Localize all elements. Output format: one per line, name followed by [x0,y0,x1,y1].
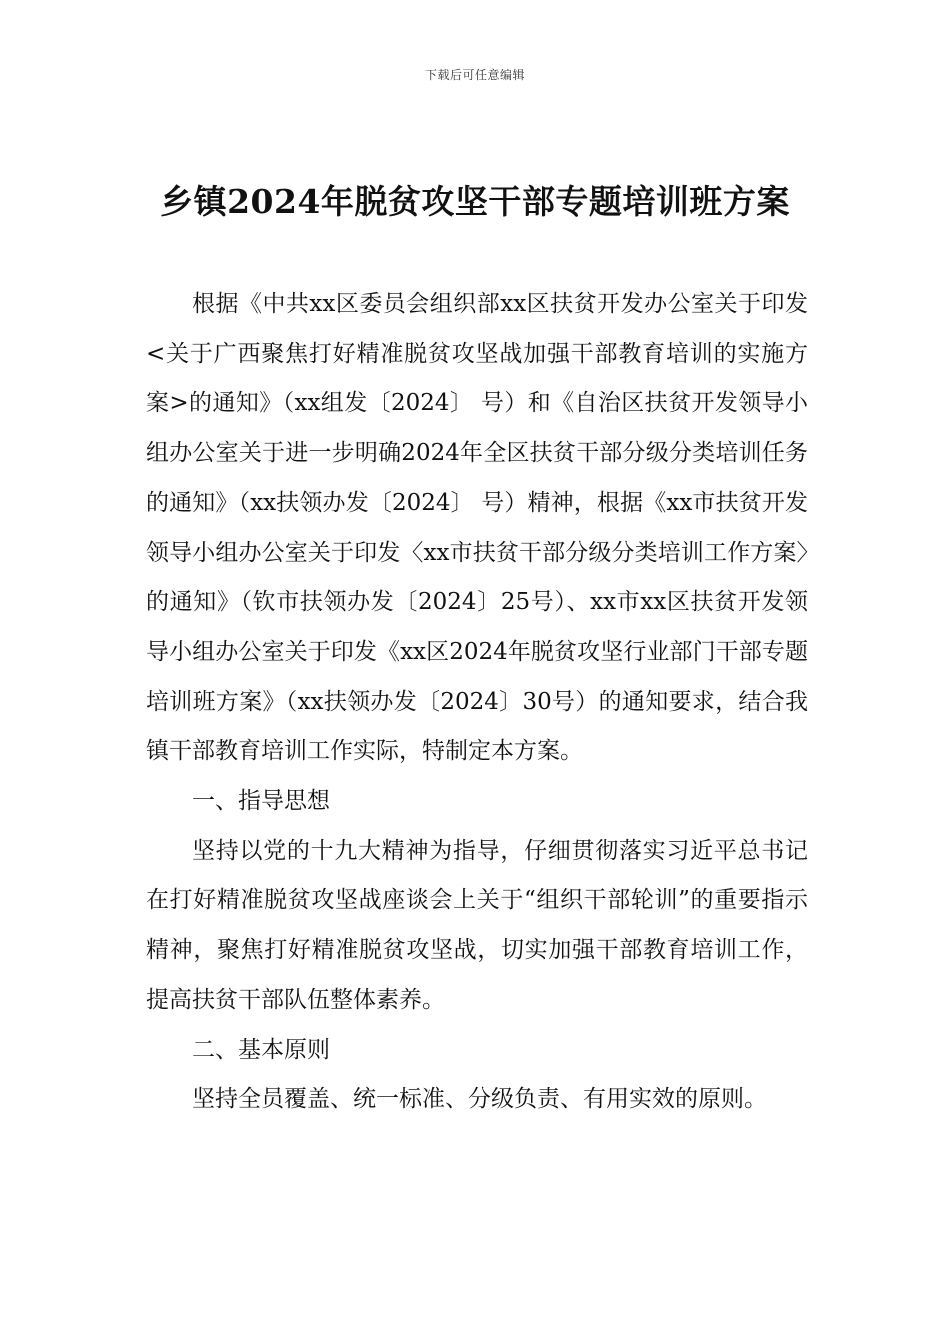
section-heading-basic-principles: 二、基本原则 [192,1036,330,1063]
paragraph-basis: 根据《中共xx区委员会组织部xx区扶贫开发办公室关于印发<关于广西聚焦打好精准脱贫攻坚战加强干部教育培训的实施方案>的通知》（xx组发〔2024〕 号）和《自治区扶贫开发领导小组办公室关于进一步明确2024年全区扶贫干部分级分类培训任务的通知》（xx扶领办发〔2024〕 号）精神，根据《xx市扶贫开发领导小组办公室关于印发〈xx市扶贫干部分级分类培训工作方案〉的通知》（钦市扶领办发〔2024〕25号）、xx市xx区扶贫开发领导小组办公室关于印发《xx区2024年脱贫攻坚行业部门干部专题培训班方案》（xx扶领办发〔2024〕30号）的通知要求，结合我镇干部教育培训工作实际，特制定本方案。 [146,291,808,765]
document-body [146,280,808,1125]
header-note: 下载后可任意编辑 [424,68,525,82]
paragraph-basic-principles: 坚持全员覆盖、统一标准、分级负责、有用实效的原则。 [192,1086,767,1113]
document-title: 乡镇2024年脱贫攻坚干部专题培训班方案 [160,182,790,221]
paragraph-guiding-ideology: 坚持以党的十九大精神为指导，仔细贯彻落实习近平总书记在打好精准脱贫攻坚战座谈会上关于“组织干部轮训”的重要指示精神，聚焦打好精准脱贫攻坚战，切实加强干部教育培训工作，提高扶贫干部队伍整体素养。 [146,837,808,1013]
section-heading-guiding-ideology: 一、指导思想 [192,788,330,815]
